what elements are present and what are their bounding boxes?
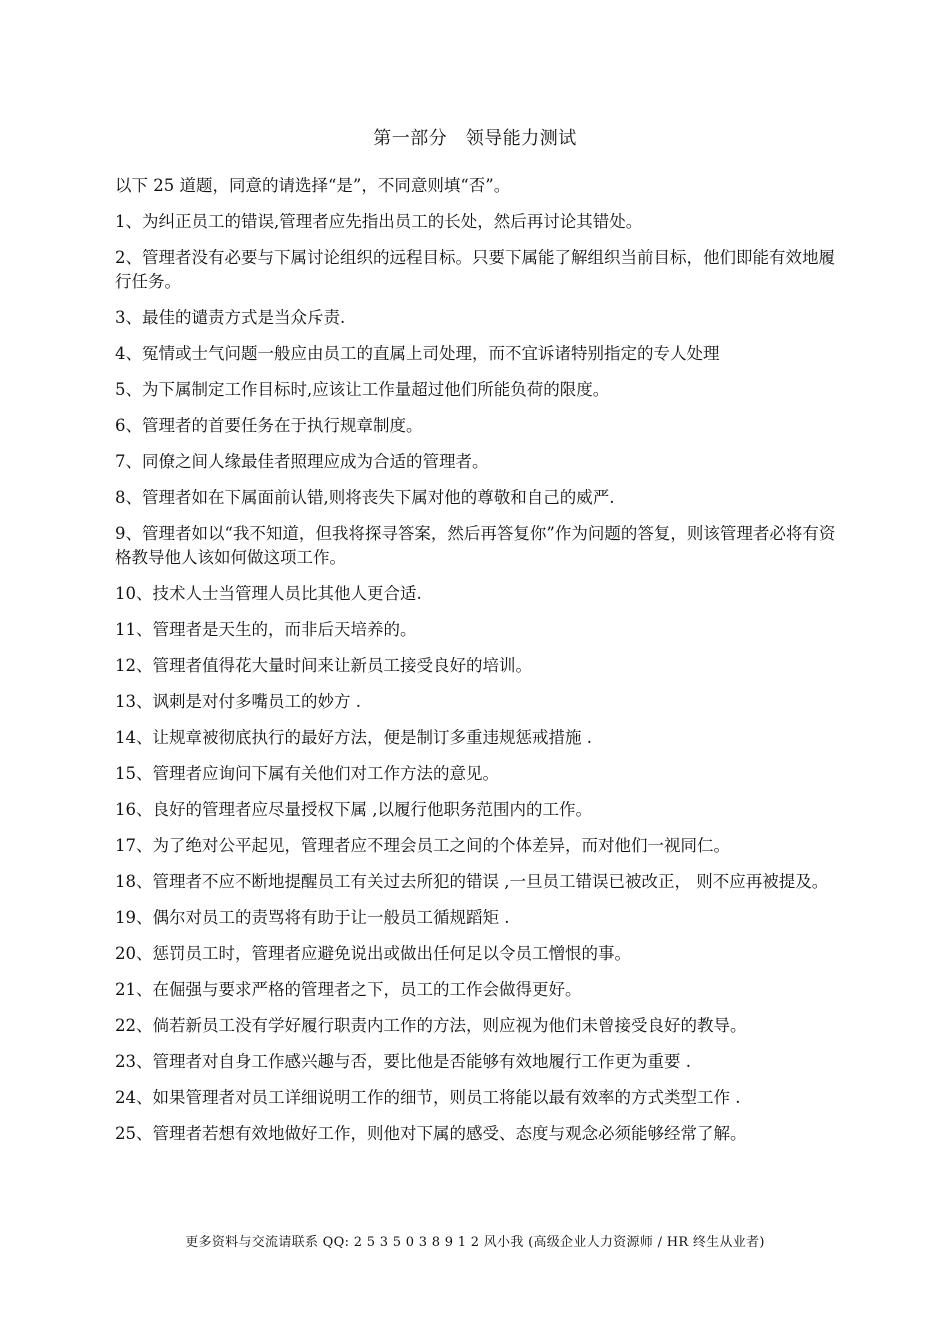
question-15: 15、管理者应询问下属有关他们对工作方法的意见。	[115, 764, 499, 783]
question-23: 23、管理者对自身工作感兴趣与否，要比他是否能够有效地履行工作更为重要 .	[115, 1052, 691, 1071]
question-8: 8、管理者如在下属面前认错,则将丧失下属对他的尊敬和自己的威严.	[115, 488, 615, 507]
question-6: 6、管理者的首要任务在于执行规章制度。	[115, 416, 423, 435]
question-24: 24、如果管理者对员工详细说明工作的细节，则员工将能以最有效率的方式类型工作 .	[115, 1088, 741, 1107]
question-2: 2、管理者没有必要与下属讨论组织的远程目标。只要下属能了解组织当前目标，他们即能有效地履行任务。	[115, 248, 835, 291]
question-9: 9、管理者如以“我不知道，但我将探寻答案，然后再答复你”作为问题的答复，则该管理者必将有资格教导他人该如何做这项工作。	[115, 524, 836, 567]
intro-text: 以下 25 道题，同意的请选择“是”，不同意则填“否”。	[115, 176, 511, 195]
page-footer: 更多资料与交流请联系 QQ: 2 5 3 5 0 3 8 9 1 2 风小我 (高级企业人力资源师 / HR 终生从业者)	[185, 1235, 765, 1250]
question-22: 22、倘若新员工没有学好履行职责内工作的方法，则应视为他们未曾接受良好的教导。	[115, 1016, 747, 1035]
question-12: 12、管理者值得花大量时间来让新员工接受良好的培训。	[115, 656, 532, 675]
question-21: 21、在倔强与要求严格的管理者之下，员工的工作会做得更好。	[115, 980, 582, 999]
question-10: 10、技术人士当管理人员比其他人更合适.	[115, 584, 422, 603]
question-4: 4、冤情或士气问题一般应由员工的直属上司处理，而不宜诉诸特别指定的专人处理	[115, 344, 720, 363]
question-14: 14、让规章被彻底执行的最好方法，便是制订多重违规惩戒措施 .	[115, 728, 592, 747]
question-25: 25、管理者若想有效地做好工作，则他对下属的感受、态度与观念必须能够经常了解。	[115, 1124, 747, 1143]
page-title: 第一部分 领导能力测试	[373, 128, 577, 149]
question-20: 20、惩罚员工时，管理者应避免说出或做出任何足以令员工憎恨的事。	[115, 944, 631, 963]
question-11: 11、管理者是天生的，而非后天培养的。	[115, 620, 417, 639]
question-16: 16、良好的管理者应尽量授权下属 ,以履行他职务范围内的工作。	[115, 800, 592, 819]
question-13: 13、讽刺是对付多嘴员工的妙方 .	[115, 692, 361, 711]
question-5: 5、为下属制定工作目标时,应该让工作量超过他们所能负荷的限度。	[115, 380, 610, 399]
question-18: 18、管理者不应不断地提醒员工有关过去所犯的错误 ,一旦员工错误已被改正， 则不应再被提及。	[115, 872, 829, 891]
question-1: 1、为纠正员工的错误,管理者应先指出员工的长处，然后再讨论其错处。	[115, 212, 643, 231]
question-7: 7、同僚之间人缘最佳者照理应成为合适的管理者。	[115, 452, 489, 471]
question-19: 19、偶尔对员工的责骂将有助于让一般员工循规蹈矩 .	[115, 908, 510, 927]
question-17: 17、为了绝对公平起见，管理者应不理会员工之间的个体差异，而对他们一视同仁。	[115, 836, 730, 855]
document-body	[115, 174, 845, 1158]
question-3: 3、最佳的谴责方式是当众斥责.	[115, 308, 346, 327]
